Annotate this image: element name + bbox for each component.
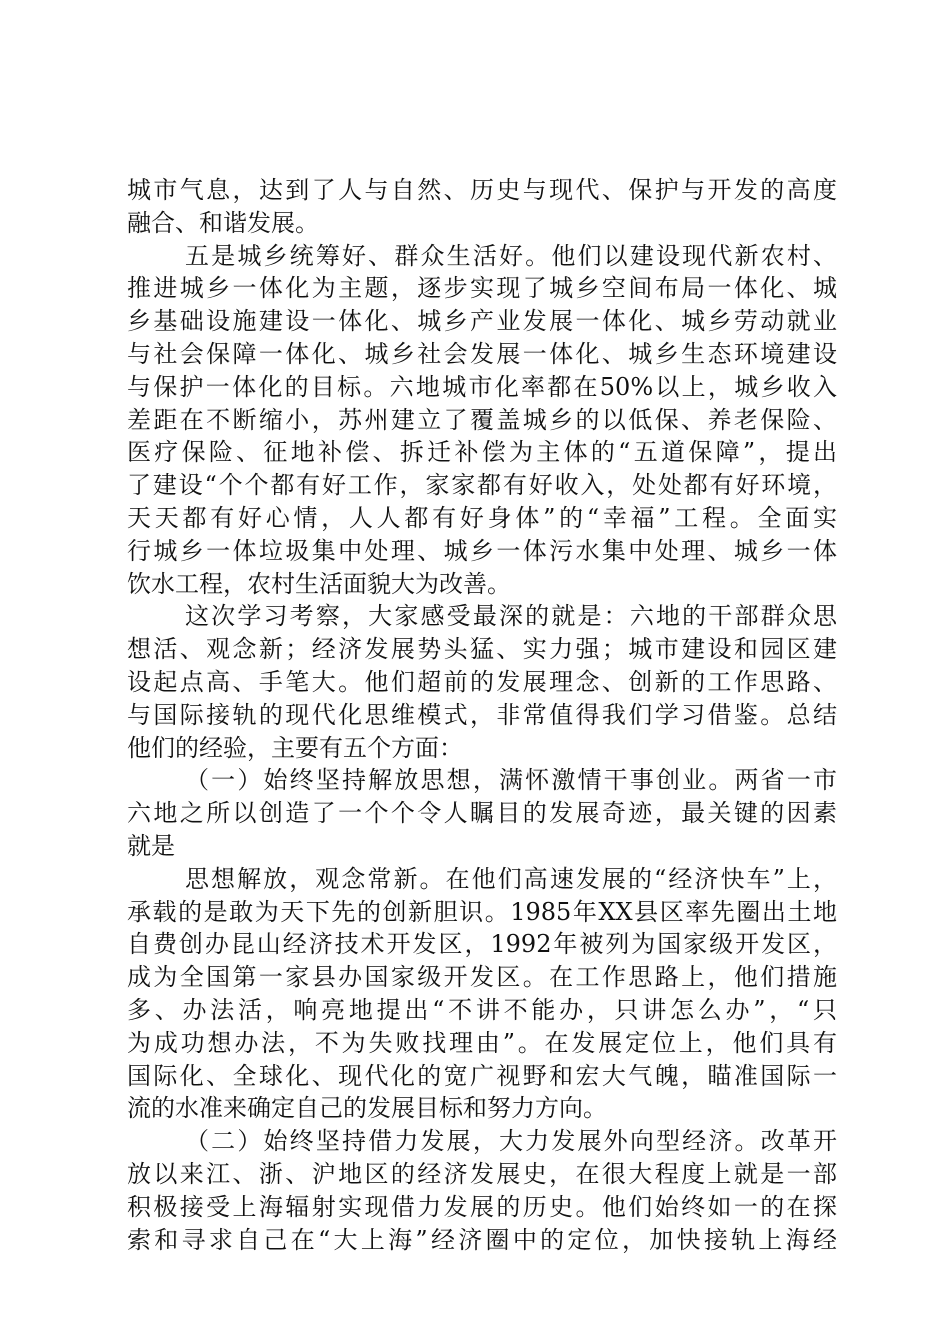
- text-line: 想活、观念新；经济发展势头猛、实力强；城市建设和园区建: [127, 635, 837, 664]
- text-line: 差距在不断缩小，苏州建立了覆盖城乡的以低保、养老保险、: [127, 405, 837, 434]
- text-line: 放以来江、浙、沪地区的经济发展史，在很大程度上就是一部: [127, 1159, 837, 1188]
- text-line: 成为全国第一家县办国家级开发区。在工作思路上，他们措施: [127, 963, 837, 992]
- text-line: 他们的经验，主要有五个方面：: [127, 733, 463, 762]
- text-line: 六地之所以创造了一个个令人瞩目的发展奇迹，最关键的因素: [127, 799, 837, 828]
- text-line: 这次学习考察，大家感受最深的就是：六地的干部群众思: [185, 602, 837, 631]
- text-line: 推进城乡一体化为主题，逐步实现了城乡空间布局一体化、城: [127, 274, 837, 303]
- text-line: 与社会保障一体化、城乡社会发展一体化、城乡生态环境建设: [127, 339, 837, 368]
- text-line: （一）始终坚持解放思想，满怀激情干事创业。两省一市: [185, 766, 837, 795]
- text-line: 流的水准来确定自己的发展目标和努力方向。: [127, 1094, 607, 1123]
- text-line: 五是城乡统筹好、群众生活好。他们以建设现代新农村、: [185, 241, 837, 270]
- text-line: 就是: [127, 831, 175, 860]
- text-line: 饮水工程，农村生活面貌大为改善。: [127, 569, 511, 598]
- text-line: 国际化、全球化、现代化的宽广视野和宏大气魄，瞄准国际一: [127, 1061, 837, 1090]
- body-text: [127, 174, 837, 1256]
- text-line: 索和寻求自己在“大上海”经济圈中的定位，加快接轨上海经: [127, 1225, 837, 1254]
- text-line: 多、办法活，响亮地提出“不讲不能办，只讲怎么办”，“只: [127, 995, 837, 1024]
- text-line: 医疗保险、征地补偿、拆迁补偿为主体的“五道保障”，提出: [127, 438, 837, 467]
- text-line: 了建设“个个都有好工作，家家都有好收入，处处都有好环境，: [127, 471, 837, 500]
- text-line: 与国际接轨的现代化思维模式，非常值得我们学习借鉴。总结: [127, 700, 837, 729]
- text-line: 为成功想办法，不为失败找理由”。在发展定位上，他们具有: [127, 1028, 837, 1057]
- text-line: 天天都有好心情，人人都有好身体”的“幸福”工程。全面实: [127, 503, 837, 532]
- text-line: 积极接受上海辐射实现借力发展的历史。他们始终如一的在探: [127, 1192, 837, 1221]
- text-line: 行城乡一体垃圾集中处理、城乡一体污水集中处理、城乡一体: [127, 536, 837, 565]
- text-line: 乡基础设施建设一体化、城乡产业发展一体化、城乡劳动就业: [127, 307, 837, 336]
- text-line: 自费创办昆山经济技术开发区，1992年被列为国家级开发区，: [127, 930, 837, 959]
- text-line: 思想解放，观念常新。在他们高速发展的“经济快车”上，: [185, 864, 837, 893]
- text-line: 承载的是敢为天下先的创新胆识。1985年XX县区率先圈出土地: [127, 897, 837, 926]
- text-line: （二）始终坚持借力发展，大力发展外向型经济。改革开: [185, 1127, 837, 1156]
- text-line: 融合、和谐发展。: [127, 208, 319, 237]
- text-line: 城市气息，达到了人与自然、历史与现代、保护与开发的高度: [127, 176, 837, 204]
- text-line: 设起点高、手笔大。他们超前的发展理念、创新的工作思路、: [127, 667, 837, 696]
- text-line: 与保护一体化的目标。六地城市化率都在50%以上，城乡收入: [127, 372, 837, 401]
